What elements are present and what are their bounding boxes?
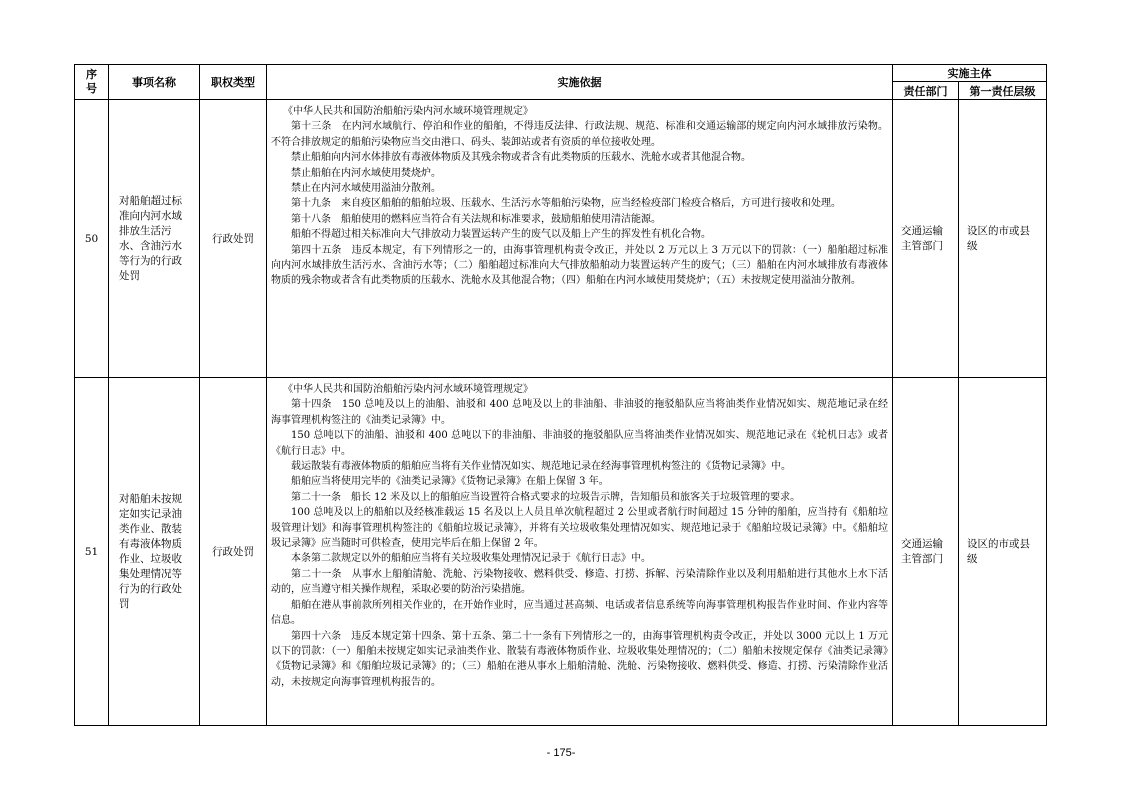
basis-paragraph: 第十三条 在内河水域航行、停泊和作业的船舶，不得违反法律、行政法规、规范、标准和交通运输部的规定向内河水域排放污染物。不符合排放规定的船舶污染物应当交由港口、码头、装卸站或者有资质的单位接收处理。 (271, 121, 888, 148)
page-number: - 175- (546, 747, 576, 759)
basis-paragraph: 100 总吨及以上的船舶以及经核准载运 15 名及以上人员且单次航程超过 2 公里或者航行时间超过 15 分钟的船舶，应当持有《船舶垃圾管理计划》和海事管理机构签注的《船舶垃圾记录簿》，并将有关垃圾收集处理情况如实、规范地记录于《船舶垃圾记录簿》中。《船舶垃圾记录簿》应当随时可供检查，使用完毕后在船上保留 2 年。 (271, 507, 888, 550)
row-seq: 51 (75, 378, 109, 726)
basis-paragraph: 150 总吨以下的油船、油驳和 400 总吨以下的非油船、非油驳的拖驳船队应当将油类作业情况如实、规范地记录在《轮机日志》或者《航行日志》中。 (271, 430, 888, 457)
row-dept: 交通运输主管部门 (893, 378, 959, 726)
row-power-type: 行政处罚 (200, 100, 267, 378)
table-row (75, 378, 1047, 726)
basis-paragraph: 第四十五条 违反本规定，有下列情形之一的，由海事管理机构责令改正，并处以 2 万元以上 3 万元以下的罚款：（一）船舶超过标准向内河水域排放生活污水、含油污水等；（二）船舶超过标准向大气排放船舶动力装置运转产生的废气；（三）船舶在内河水域排放有毒液体物质的残余物或者含有此类物质的压载水、洗舱水及其他混合物；（四）船舶在内河水域使用焚烧炉；（五）未按规定使用溢油分散剂。 (271, 244, 888, 287)
row-level: 设区的市或县级 (959, 378, 1047, 726)
header-dept: 责任部门 (893, 82, 959, 100)
matters-table (74, 64, 1047, 726)
table-row (75, 100, 1047, 378)
basis-paragraph: 第二十一条 从事水上船舶清舱、洗舱、污染物接收、燃料供受、修造、打捞、拆解、污染清除作业以及利用船舶进行其他水上水下活动的，应当遵守相关操作规程，采取必要的防治污染措施。 (271, 568, 888, 596)
basis-paragraph: 船舶不得超过相关标准向大气排放动力装置运转产生的废气以及船上产生的挥发性有机化合物。 (291, 229, 711, 241)
basis-paragraph: 禁止船舶向内河水体排放有毒液体物质及其残余物或者含有此类物质的压载水、洗舱水或者其他混合物。 (291, 152, 751, 164)
header-item-name: 事项名称 (109, 65, 200, 100)
basis-paragraph: 船舶应当将使用完毕的《油类记录簿》《货物记录簿》在船上保留 3 年。 (291, 476, 609, 488)
row-basis (267, 378, 893, 726)
basis-paragraph: 第十八条 船舶使用的燃料应当符合有关法规和标准要求，鼓励船舶使用清洁能源。 (291, 213, 661, 225)
row-basis (267, 100, 893, 378)
basis-paragraph: 船舶在港从事前款所列相关作业的，在开始作业时，应当通过甚高频、电话或者信息系统等向海事管理机构报告作业时间、作业内容等 信息。 (271, 599, 888, 627)
basis-paragraph: 《中华人民共和国防治船舶污染内河水域环境管理规定》 (283, 106, 533, 117)
basis-paragraph: 第十九条 来自疫区船舶的船舶垃圾、压载水、生活污水等船舶污染物，应当经检疫部门检疫合格后，方可进行接收和处理。 (291, 198, 841, 210)
basis-paragraph: 第十四条 150 总吨及以上的油船、油驳和 400 总吨及以上的非油船、非油驳的拖驳船队应当将油类作业情况如实、规范地记录在经海事管理机构签注的《油类记录簿》中。 (271, 399, 888, 426)
document-page (74, 64, 1046, 726)
row-item-name: 对船舶超过标准向内河水域排放生活污水、含油污水等行为的行政处罚 (109, 100, 200, 378)
header-power-type: 职权类型 (200, 65, 267, 100)
row-seq: 50 (75, 100, 109, 378)
row-level: 设区的市或县级 (959, 100, 1047, 378)
header-level: 第一责任层级 (959, 82, 1047, 100)
header-basis: 实施依据 (267, 65, 893, 100)
basis-paragraph: 本条第二款规定以外的船舶应当将有关垃圾收集处理情况记录于《航行日志》中。 (291, 553, 651, 565)
table-header-row (75, 65, 1047, 82)
header-subject: 实施主体 (893, 65, 1047, 82)
row-dept: 交通运输主管部门 (893, 100, 959, 378)
row-power-type: 行政处罚 (200, 378, 267, 726)
basis-paragraph: 禁止船舶在内河水域使用焚烧炉。 (291, 167, 441, 179)
basis-paragraph: 第四十六条 违反本规定第十四条、第十五条、第二十一条有下列情形之一的，由海事管理机构责令改正，并处以 3000 元以上 1 万元以下的罚款：（一）船舶未按规定如实记录油类作业、散装有毒液体物质作业、垃圾收集处理情况的；（二）船舶未按规定保存《油类记录簿》《货物记录簿》和《船舶垃圾记录簿》的；（三）船舶在港从事水上船舶清舱、洗舱、污染物接收、燃料供受、修造、打捞、污染清除作业活动，未按规定向海事管理机构报告的。 (271, 630, 888, 688)
basis-paragraph: 第二十一条 船长 12 米及以上的船舶应当设置符合格式要求的垃圾告示牌，告知船员和旅客关于垃圾管理的要求。 (291, 491, 801, 503)
basis-paragraph: 禁止在内河水域使用溢油分散剂。 (291, 183, 441, 195)
header-seq: 序号 (75, 65, 109, 100)
row-item-name: 对船舶未按规定如实记录油类作业、散装有毒液体物质作业、垃圾收集处理情况等行为的行政处罚 (109, 378, 200, 726)
basis-paragraph: 《中华人民共和国防治船舶污染内河水域环境管理规定》 (283, 384, 533, 395)
basis-paragraph: 载运散装有毒液体物质的船舶应当将有关作业情况如实、规范地记录在经海事管理机构签注的《货物记录簿》中。 (291, 461, 791, 473)
